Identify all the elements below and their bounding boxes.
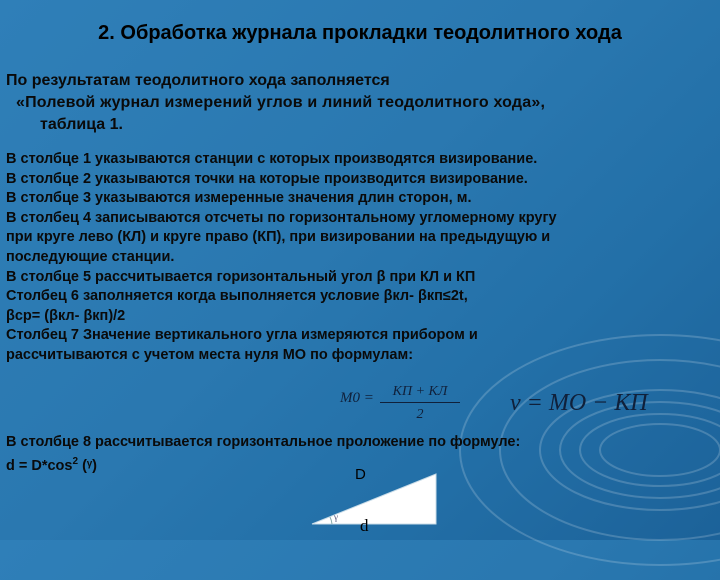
- body2-line-1: В столбце 8 рассчитывается горизонтальное проложение по формуле:: [6, 434, 521, 450]
- angle-label: γ: [334, 512, 338, 522]
- triangle-diagram: [310, 472, 440, 528]
- formula-d-suffix: (ᵞ): [78, 457, 98, 474]
- formula-fraction: [380, 384, 460, 423]
- formula-d-sup: 2: [72, 456, 79, 467]
- formula-vertical-angle: ν = MO − КП: [510, 390, 648, 416]
- formula-block: [340, 384, 680, 430]
- intro-line-1: По результатам теодолитного хода заполняется: [6, 72, 390, 89]
- intro-line-3: таблица 1.: [40, 116, 123, 133]
- body-line: βср= (βкл- βкп)/2: [6, 307, 126, 324]
- body-line: Столбец 6 заполняется когда выполняется условие βкл- βкп≤2t,: [6, 288, 468, 305]
- body-line: при круге лево (КЛ) и круге право (КП), при визировании на предыдущую и: [6, 229, 551, 246]
- triangle-shape: [312, 474, 436, 524]
- formula-d-prefix: d = D*cos: [6, 457, 73, 474]
- body-line: рассчитываются с учетом места нуля МО по формулам:: [6, 346, 414, 363]
- body-line: В столбце 2 указываются точки на которые производится визирование.: [6, 170, 528, 187]
- column-description-list: [6, 150, 712, 366]
- formula-numerator: КП + КЛ: [380, 384, 460, 403]
- intro-line-2: «Полевой журнал измерений углов и линий теодолитного хода»,: [16, 94, 546, 111]
- formula-mo-lhs: M0 =: [340, 390, 374, 406]
- intro-text: [6, 70, 712, 136]
- base-label: d: [360, 516, 369, 535]
- body-line: Столбец 7 Значение вертикального угла измеряются прибором и: [6, 327, 478, 344]
- body-line: В столбце 1 указываются станции с которых производятся визирование.: [6, 151, 538, 167]
- body-line: В столбец 4 записываются отсчеты по горизонтальному угломерному кругу: [6, 209, 557, 226]
- body-line: В столбце 3 указываются измеренные значения длин сторон, м.: [6, 190, 472, 207]
- hypotenuse-label: D: [355, 466, 366, 483]
- formula-denominator: 2: [416, 407, 424, 422]
- slide-title: 2. Обработка журнала прокладки теодолитного хода: [98, 22, 622, 44]
- body-line: последующие станции.: [6, 248, 175, 265]
- body-line: В столбце 5 рассчитывается горизонтальный угол β при КЛ и КП: [6, 268, 476, 285]
